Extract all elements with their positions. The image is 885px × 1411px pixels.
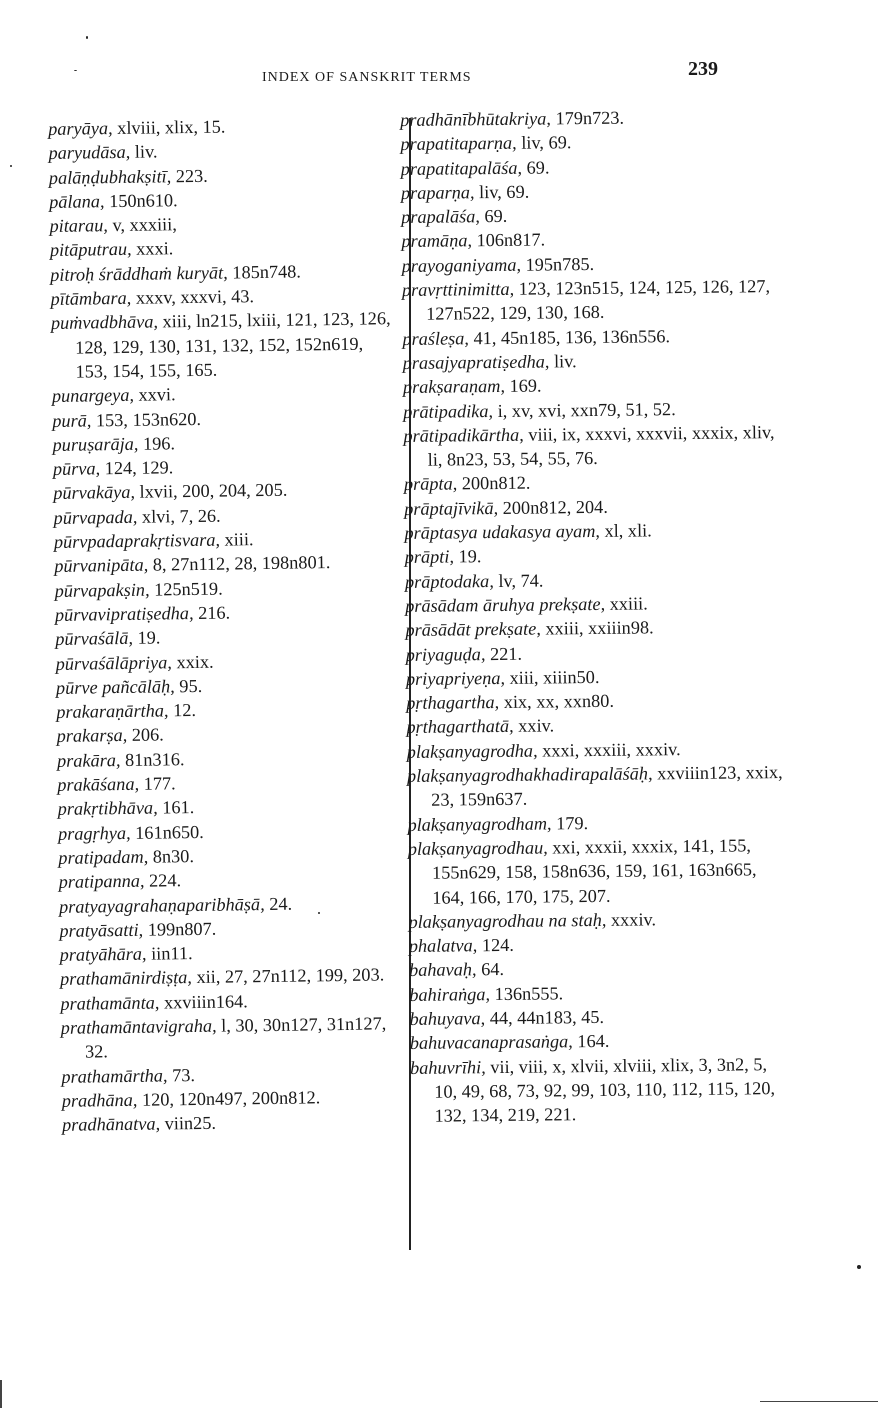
scan-artifact-line [0, 1380, 2, 1408]
index-references: xxviiin164. [163, 990, 248, 1013]
index-term: pūrvanipāta, [54, 554, 149, 577]
index-term: pragṛhya, [57, 822, 131, 844]
index-references: 124. [481, 934, 515, 956]
index-term: plakṣanyagrodhau na staḥ, [408, 909, 607, 932]
index-term: prathamānta, [60, 992, 160, 1014]
index-term: prakaraṇārtha, [56, 700, 169, 723]
index-term: praśleṣa, [402, 327, 470, 349]
index-references: 69. [526, 157, 550, 178]
index-term: pradhānībhūtakriya, [400, 108, 552, 130]
index-term: pradhānatva, [61, 1113, 161, 1136]
index-references: 8, 27n112, 28, 198n801. [152, 552, 331, 575]
index-references: 224. [148, 870, 182, 891]
index-references: 221. [489, 643, 523, 664]
index-references: viin25. [164, 1112, 217, 1134]
index-term: priyapriyeṇa, [405, 667, 506, 689]
index-term: prakarṣa, [56, 725, 128, 747]
index-term: puruṣarāja, [52, 433, 139, 455]
index-references: xiii, ln215, lxiii, 121, 123, 126, 128, 129, 130, 131, 132, 152, 152n619, 153, 154, 155, 165. [75, 308, 391, 382]
scan-speck [74, 70, 77, 71]
index-references: vii, viii, x, xlvii, xlviii, xlix, 3, 3n2, 5, 10, 49, 68, 73, 92, 99, 103, 110, 112, 115, 120, 132, 134, 219, 221. [434, 1053, 776, 1126]
index-term: bahiraṅga, [409, 983, 491, 1005]
index-references: 196. [142, 433, 176, 454]
index-references: 161n650. [135, 821, 204, 843]
index-term: plakṣanyagrodha, [406, 740, 538, 762]
index-references: viii, ix, xxxvi, xxxvii, xxxix, xliv, li, 8n23, 53, 54, 55, 76. [427, 421, 775, 470]
index-term: priyaguḍa, [405, 643, 486, 665]
index-term: bahuyava, [409, 1008, 486, 1029]
index-term: pūrvpadaprakṛtisvara, [53, 529, 221, 553]
index-references: 185n748. [232, 261, 302, 283]
index-term: phalatva, [408, 935, 478, 957]
index-term: bahavaḥ, [408, 959, 477, 981]
index-term: plakṣanyagrodham, [407, 813, 552, 835]
index-references: 69. [484, 206, 508, 227]
index-references: xlvi, 7, 26. [141, 505, 221, 527]
index-references: 177. [143, 773, 176, 794]
index-references: xxxv, xxxvi, 43. [135, 286, 255, 308]
index-references: 200n812. [461, 473, 531, 494]
index-references: 19. [137, 627, 161, 649]
index-term: pūrvavipratiṣedha, [54, 602, 194, 625]
index-entry [407, 760, 787, 813]
index-term: pratipanna, [58, 870, 145, 893]
index-column-right [400, 104, 791, 1128]
index-references: 164. [577, 1031, 610, 1052]
running-head: INDEX OF SANSKRIT TERMS [262, 70, 472, 85]
index-term: prātipadika, [403, 400, 494, 422]
index-entry [61, 1011, 407, 1064]
index-term: palāṇḍubhakṣitī, [48, 165, 172, 188]
index-references: 95. [179, 675, 203, 697]
index-references: liv, 69. [521, 132, 572, 154]
index-references: xix, xx, xxn80. [503, 690, 615, 713]
scan-speck [10, 165, 12, 167]
scan-speck [86, 36, 88, 39]
index-term: prāpta, [403, 473, 458, 495]
index-term: prasajyapratiṣedha, [402, 351, 550, 373]
index-references: xiii. [224, 529, 254, 550]
index-term: prāptajīvikā, [404, 497, 499, 519]
index-references: 206. [131, 724, 164, 746]
index-references: xxix. [176, 651, 214, 672]
index-term: pratipadam, [58, 846, 149, 868]
index-term: prāsādāt prekṣate, [405, 618, 541, 641]
index-references: iin11. [150, 943, 193, 964]
index-term: pūrva, [52, 458, 101, 480]
index-references: xxxi. [136, 238, 174, 260]
index-references: 200n812, 204. [502, 496, 608, 518]
index-term: pratyāhāra, [59, 943, 147, 966]
index-references: xii, 27, 27n112, 199, 203. [196, 964, 385, 988]
index-term: prāptasya udakasya ayam, [404, 520, 601, 544]
index-references: 195n785. [525, 253, 595, 275]
index-term: pūrvaśālā, [55, 628, 134, 650]
index-term: plakṣanyagrodhakhadirapalāśāḥ, [406, 763, 653, 786]
index-references: xxiv. [518, 715, 555, 737]
index-term: prāsādam āruhya prekṣate, [405, 593, 606, 616]
index-term: prayoganiyama, [401, 254, 522, 276]
index-references: xxviiin123, xxix, 23, 159n637. [431, 762, 783, 811]
index-term: pṛthagartha, [406, 692, 500, 714]
scan-speck [318, 912, 320, 914]
index-references: 223. [175, 165, 208, 186]
index-references: 153, 153n620. [95, 408, 202, 430]
index-entry [403, 420, 783, 473]
index-term: pūrvakāya, [53, 482, 136, 504]
index-references: 106n817. [476, 229, 546, 251]
index-term: pravṛttinimitta, [401, 278, 515, 301]
index-term: pitroḥ śrāddhaṁ kuryāt, [50, 262, 228, 285]
index-term: prakāra, [56, 749, 121, 771]
index-references: xxvi. [138, 384, 176, 406]
index-term: prakṛtibhāva, [57, 797, 158, 820]
index-term: pratyayagrahaṇaparibhāṣā, [58, 893, 265, 917]
index-term: pūrvapakṣin, [54, 579, 150, 601]
index-references: xiii, xiiin50. [509, 666, 600, 688]
index-term: pramāṇa, [401, 230, 473, 252]
index-term: prapalāśa, [401, 206, 480, 228]
index-term: pītāmbara, [50, 287, 132, 310]
index-references: xxxiv. [610, 909, 657, 930]
index-term: prakṣaraṇam, [402, 376, 506, 398]
index-term: pṛthagarthatā, [406, 716, 514, 738]
index-term: prathamāntavigraha, [60, 1015, 217, 1038]
index-references: 64. [481, 959, 505, 980]
scan-speck [857, 1265, 861, 1269]
index-references: 136n555. [494, 983, 564, 1004]
index-entry [410, 1052, 791, 1129]
index-term: prapatitaparṇa, [400, 133, 517, 155]
index-term: purā, [52, 409, 92, 431]
index-term: pālana, [49, 191, 105, 212]
index-entry [62, 1108, 407, 1137]
index-term: prātipadikārtha, [403, 424, 524, 446]
index-references: xlviii, xlix, 15. [117, 116, 226, 139]
index-references: lxvii, 200, 204, 205. [139, 480, 288, 503]
index-references: xxxi, xxxiii, xxxiv. [542, 738, 681, 761]
index-references: 179n723. [555, 107, 625, 129]
index-references: 12. [172, 700, 197, 721]
index-references: 41, 45n185, 136, 136n556. [473, 325, 671, 348]
index-entry [51, 307, 397, 385]
index-references: 216. [198, 602, 231, 623]
index-entry [408, 833, 789, 910]
index-entry [402, 274, 782, 327]
index-references: xxi, xxxii, xxxix, 141, 155, 155n629, 158, 158n636, 159, 161, 163n665, 164, 166, 170, 175, 207. [431, 835, 757, 908]
index-entry [60, 962, 405, 991]
index-references: 169. [509, 375, 542, 397]
page-number: 239 [688, 58, 718, 80]
index-references: 81n316. [124, 748, 185, 770]
index-references: 19. [458, 546, 482, 567]
index-term: puṁvadbhāva, [50, 311, 159, 334]
index-references: 8n30. [152, 845, 195, 867]
index-references: 24. [269, 893, 293, 914]
index-references: 123, 123n515, 124, 125, 126, 127, 127n522, 129, 130, 168. [426, 276, 771, 325]
index-references: liv. [134, 141, 158, 163]
index-term: prapatitapalāśa, [400, 157, 523, 179]
index-term: plakṣanyagrodhau, [407, 837, 548, 859]
index-references: v, xxxiii, [112, 214, 177, 236]
index-term: prakāśana, [57, 773, 140, 795]
index-references: 44, 44n183, 45. [489, 1006, 605, 1029]
index-term: paryāya, [48, 118, 113, 139]
index-term: pitarau, [49, 215, 109, 237]
index-term: pratyāsatti, [59, 919, 144, 941]
index-references: lv, 74. [498, 570, 544, 591]
index-references: xxiii, xxiiin98. [545, 617, 654, 639]
index-references: liv. [553, 351, 577, 372]
index-references: 179. [556, 812, 589, 834]
index-term: punargeya, [51, 385, 135, 407]
index-term: pūrve pañcālāḥ, [55, 676, 175, 698]
index-references: xl, xli. [604, 520, 652, 541]
index-term: pūrvaśālāpriya, [55, 651, 173, 674]
index-references: i, xv, xvi, xxn79, 51, 52. [497, 398, 676, 421]
index-term: bahuvacanaprasaṅga, [409, 1031, 573, 1054]
index-references: 161. [162, 797, 195, 818]
index-references: l, 30, 30n127, 31n127, 32. [84, 1013, 387, 1062]
index-references: 125n519. [153, 578, 223, 600]
index-references: 150n610. [108, 190, 178, 212]
index-term: pūrvapada, [53, 506, 138, 528]
index-references: 124, 129. [104, 457, 174, 479]
index-references: xxiii. [609, 593, 648, 614]
index-term: pradhāna, [61, 1089, 138, 1111]
index-term: prāpti, [404, 546, 455, 568]
index-term: praparṇa, [400, 182, 475, 203]
index-term: bahuvrīhi, [409, 1056, 486, 1078]
index-references: 120, 120n497, 200n812. [141, 1087, 321, 1110]
index-references: liv, 69. [479, 181, 530, 203]
index-term: pitāputrau, [49, 239, 132, 261]
index-term: prathamānirdiṣṭa, [59, 967, 193, 990]
index-term: prathamārtha, [61, 1065, 168, 1087]
index-references: 199n807. [147, 918, 217, 940]
index-term: paryudāsa, [48, 142, 131, 164]
index-term: prāptodaka, [404, 570, 494, 592]
index-references: 73. [171, 1064, 196, 1085]
index-column-left [48, 112, 407, 1137]
scan-artifact-line [760, 1401, 878, 1402]
